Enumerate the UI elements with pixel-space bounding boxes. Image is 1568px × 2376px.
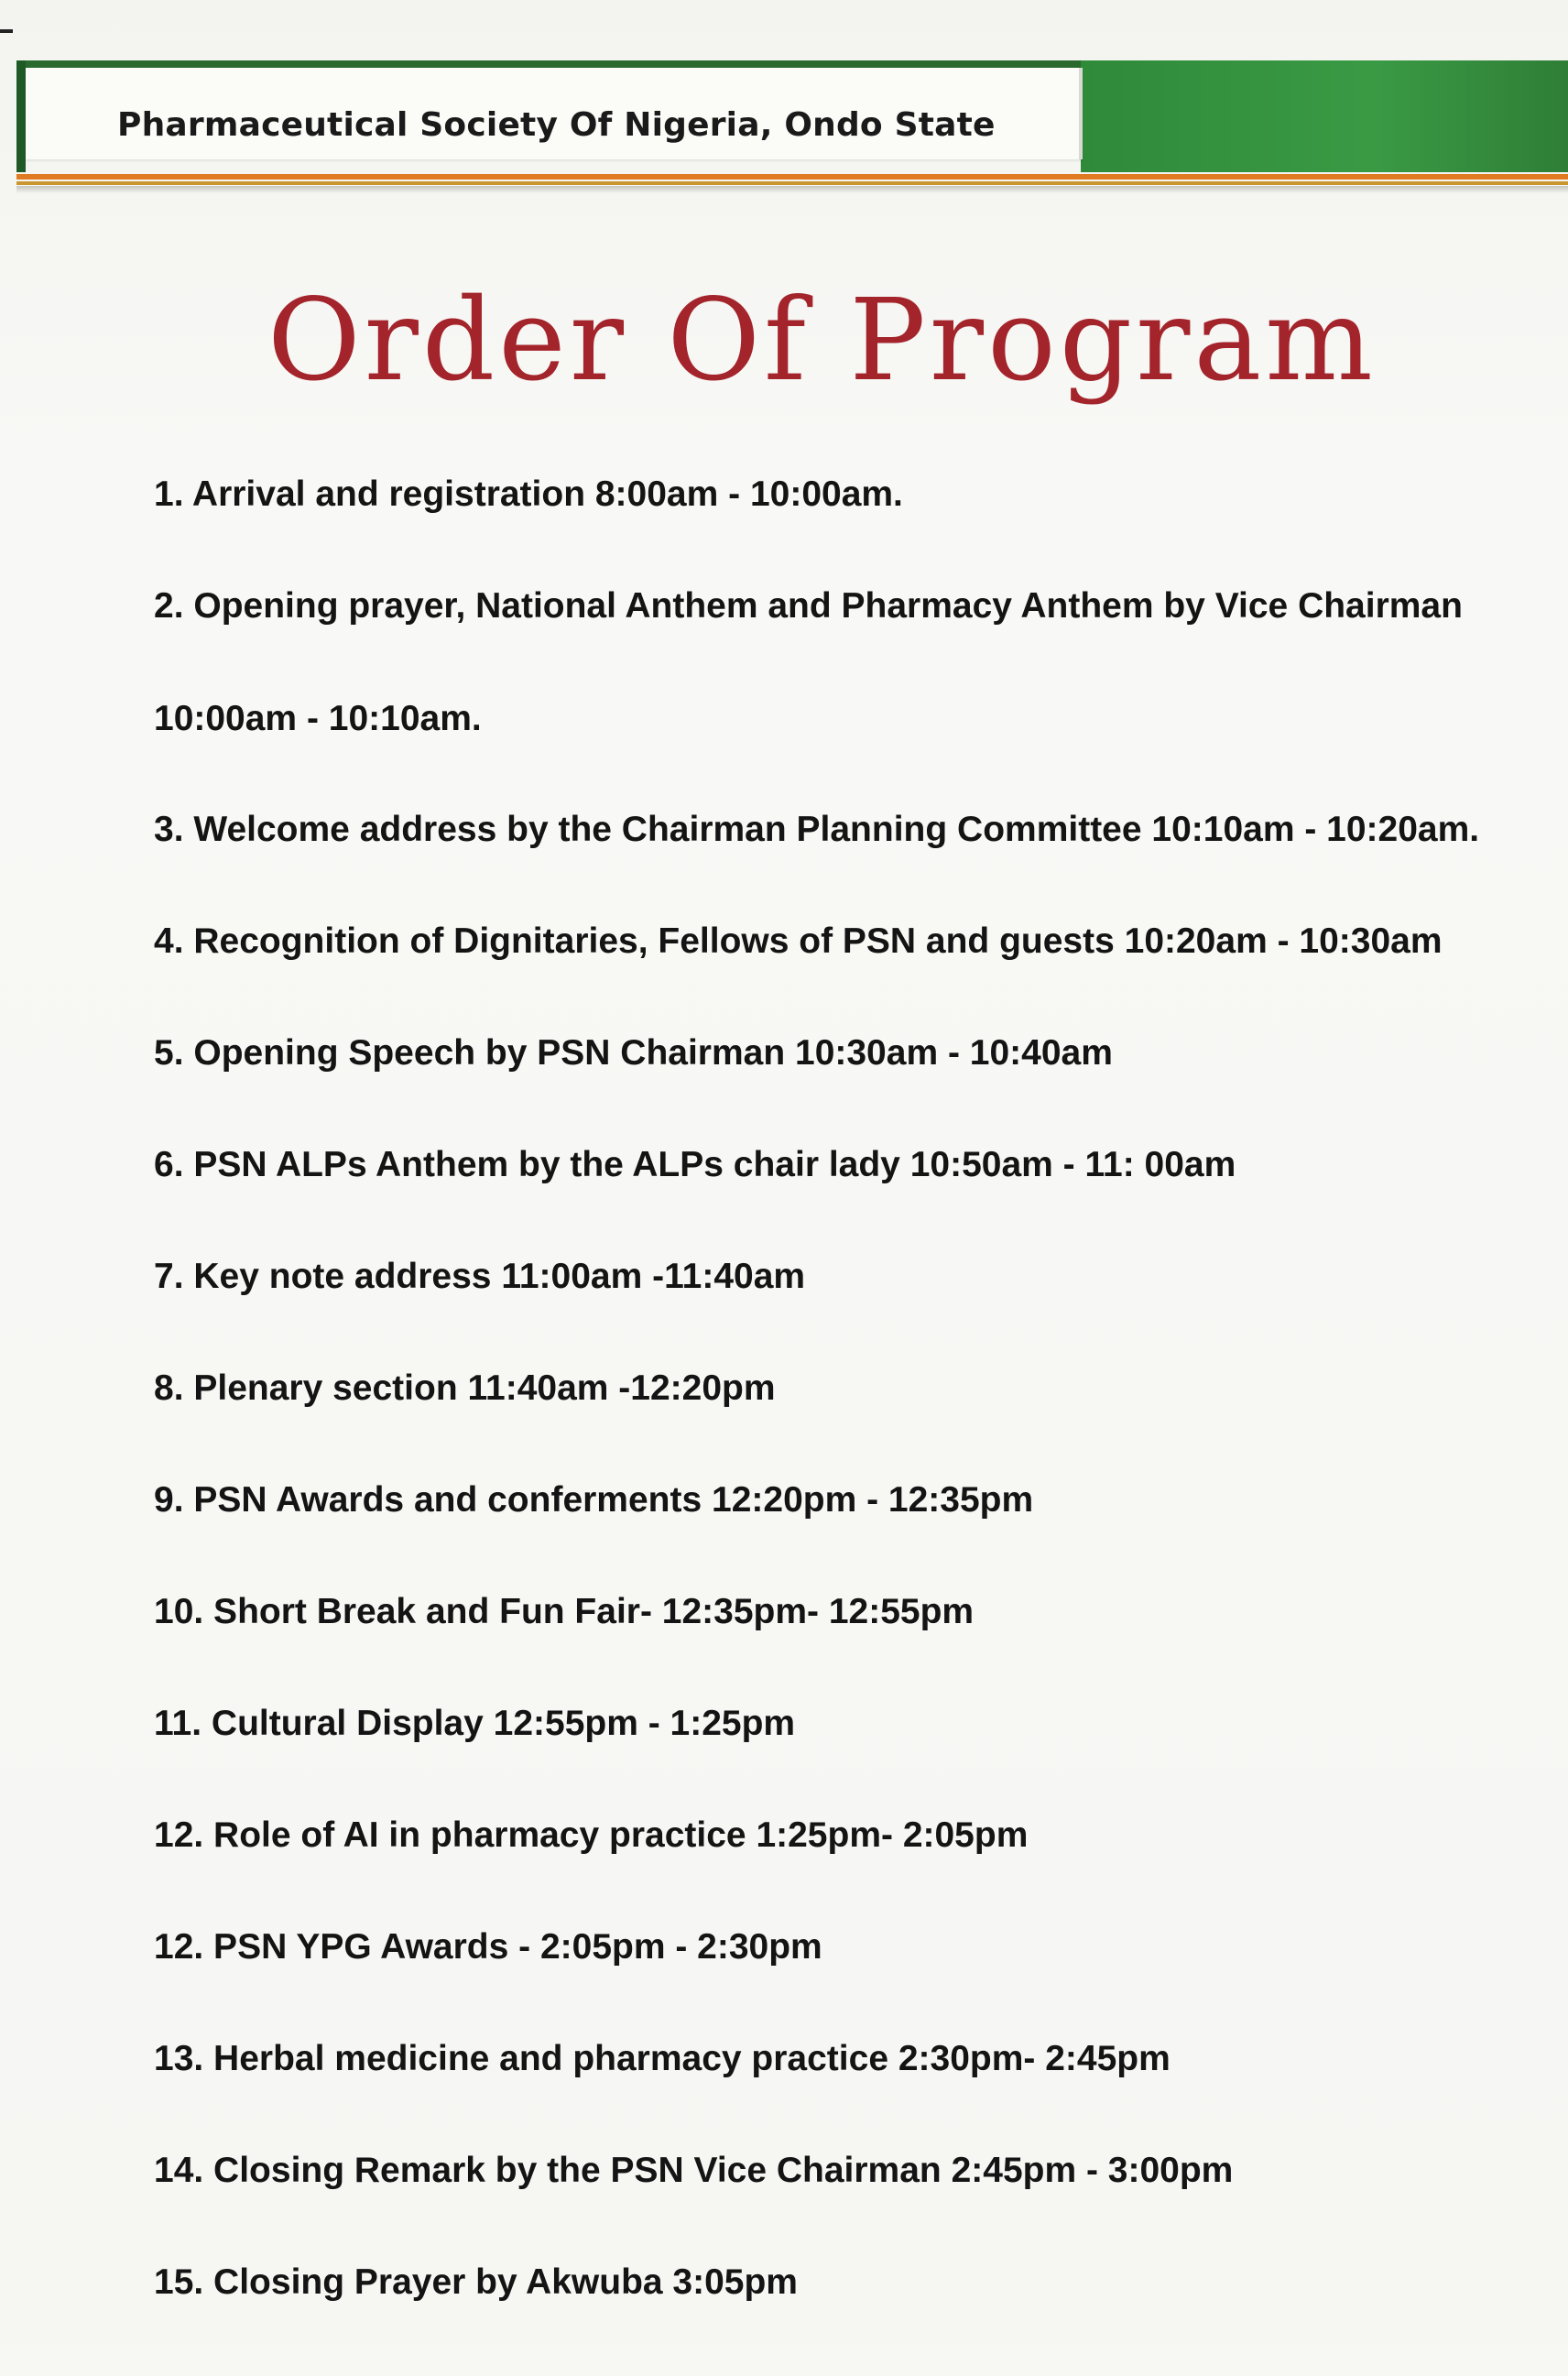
corner-mark [0,29,13,33]
program-item-7: 7. Key note address 11:00am -11:40am [154,1257,806,1296]
program-item-5: 5. Opening Speech by PSN Chairman 10:30am - 10:40am [154,1033,1113,1073]
header-green-block [1081,60,1568,172]
program-item-12a: 12. Role of AI in pharmacy practice 1:25pm- 2:05pm [154,1815,1029,1855]
program-item-1: 1. Arrival and registration 8:00am - 10:00am. [154,474,903,514]
program-item-2 [154,588,1479,812]
program-list [154,476,1479,2376]
header-shadow [16,186,1568,193]
program-item-13: 13. Herbal medicine and pharmacy practice 2:30pm- 2:45pm [154,2039,1171,2078]
header-gold-stripe [16,181,1568,185]
program-item-8: 8. Plenary section 11:40am -12:20pm [154,1368,776,1408]
program-item-14: 14. Closing Remark by the PSN Vice Chairman 2:45pm - 3:00pm [154,2151,1234,2190]
program-item-11: 11. Cultural Display 12:55pm - 1:25pm [154,1704,796,1743]
program-item-3: 3. Welcome address by the Chairman Planning Committee 10:10am - 10:20am. [154,810,1480,849]
program-item-9: 9. PSN Awards and conferments 12:20pm - 12:35pm [154,1480,1034,1520]
header-title: Pharmaceutical Society Of Nigeria, Ondo State [117,106,996,144]
program-item-6: 6. PSN ALPs Anthem by the ALPs chair lady 10:50am - 11: 00am [154,1145,1236,1184]
page-title: Order Of Program [267,275,1377,407]
program-item-2-line1: 2. Opening prayer, National Anthem and Pharmacy Anthem by Vice Chairman [154,586,1463,626]
program-item-12b: 12. PSN YPG Awards - 2:05pm - 2:30pm [154,1927,822,1967]
program-item-2-line2: 10:00am - 10:10am. [154,699,482,738]
program-item-15: 15. Closing Prayer by Akwuba 3:05pm [154,2262,798,2302]
header-orange-stripe [16,174,1568,180]
header-left-bar [16,60,26,172]
program-item-10: 10. Short Break and Fun Fair- 12:35pm- 12:55pm [154,1592,975,1631]
header-title-box [26,68,1083,159]
header-band [0,53,1568,191]
program-item-4: 4. Recognition of Dignitaries, Fellows of PSN and guests 10:20am - 10:30am [154,921,1443,961]
